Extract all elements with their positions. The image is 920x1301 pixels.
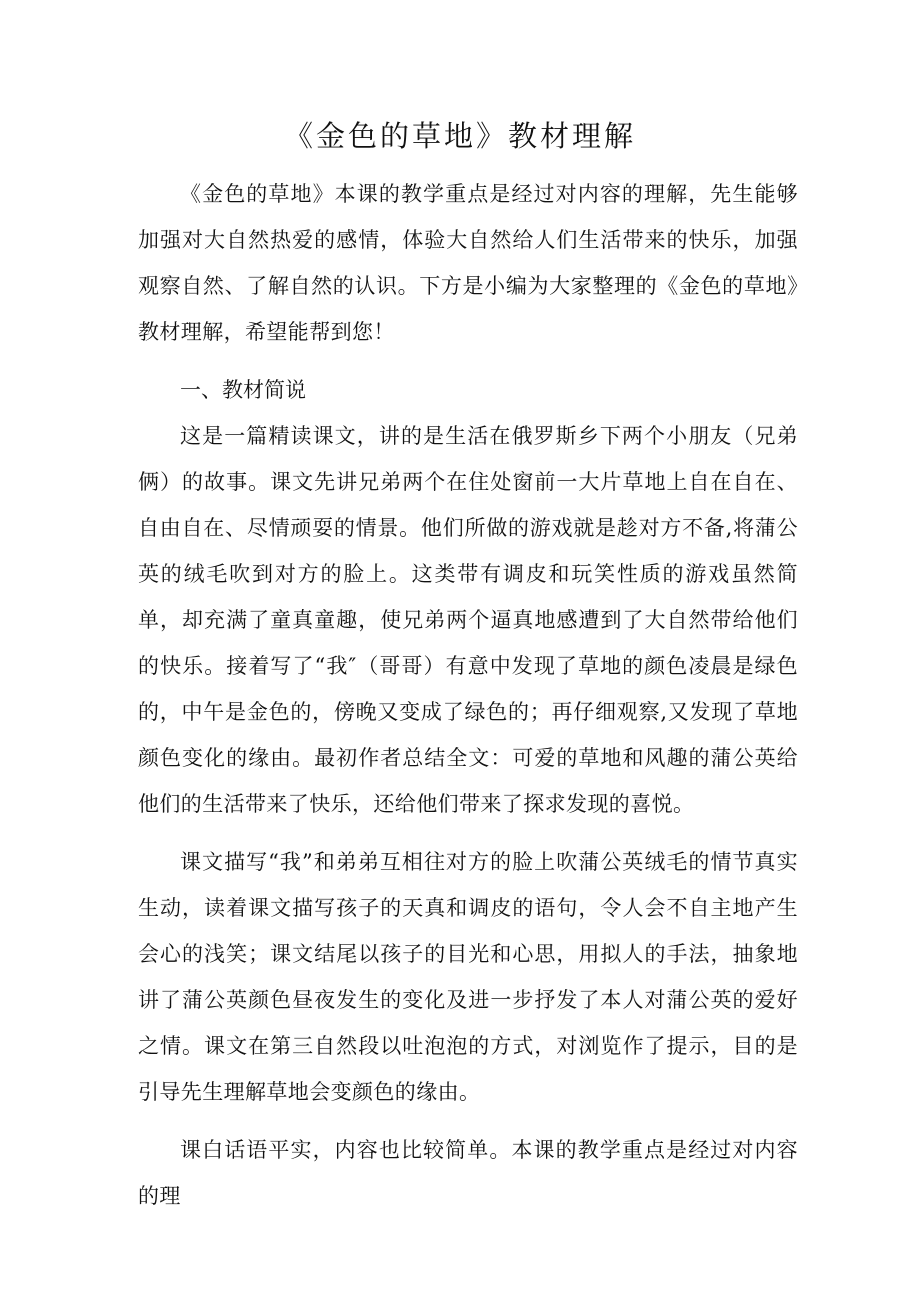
body-paragraph: 课白话语平实，内容也比较简单。本课的教学重点是经过对内容的理 bbox=[138, 1138, 798, 1208]
document-body bbox=[138, 171, 798, 1219]
section-heading: 一、教材简说 bbox=[180, 378, 306, 402]
body-paragraph: 课文描写“我”和弟弟互相往对方的脸上吹蒲公英绒毛的情节真实生动，读着课文描写孩子的天真和调皮的语句，令人会不自主地产生会心的浅笑；课文结尾以孩子的目光和心思，用拟人的手法，抽象地讲了蒲公英颜色昼夜发生的变化及进一步抒发了本人对蒲公英的爱好之情。课文在第三自然段以吐泡泡的方式，对浏览作了提示，目的是引导先生理解草地会变颜色的缘由。 bbox=[138, 850, 798, 1104]
document-title: 《金色的草地》教材理解 bbox=[283, 119, 636, 153]
intro-paragraph: 《金色的草地》本课的教学重点是经过对内容的理解，先生能够加强对大自然热爱的感情，体验大自然给人们生活带来的快乐，加强观察自然、了解自然的认识。下方是小编为大家整理的《金色的草地》教材理解，希望能帮到您！ bbox=[138, 182, 798, 344]
body-paragraph: 这是一篇精读课文，讲的是生活在俄罗斯乡下两个小朋友（兄弟俩）的故事。课文先讲兄弟两个在住处窗前一大片草地上自在自在、自由自在、尽情顽耍的情景。他们所做的游戏就是趁对方不备,将蒲公英的绒毛吹到对方的脸上。这类带有调皮和玩笑性质的游戏虽然简单，却充满了童真童趣，使兄弟两个逼真地感遭到了大自然带给他们的快乐。接着写了“我″（哥哥）有意中发现了草地的颜色凌晨是绿色的，中午是金色的，傍晚又变成了绿色的；再仔细观察,又发现了草地颜色变化的缘由。最初作者总结全文：可爱的草地和风趣的蒲公英给他们的生活带来了快乐，还给他们带来了探求发现的喜悦。 bbox=[138, 424, 798, 816]
